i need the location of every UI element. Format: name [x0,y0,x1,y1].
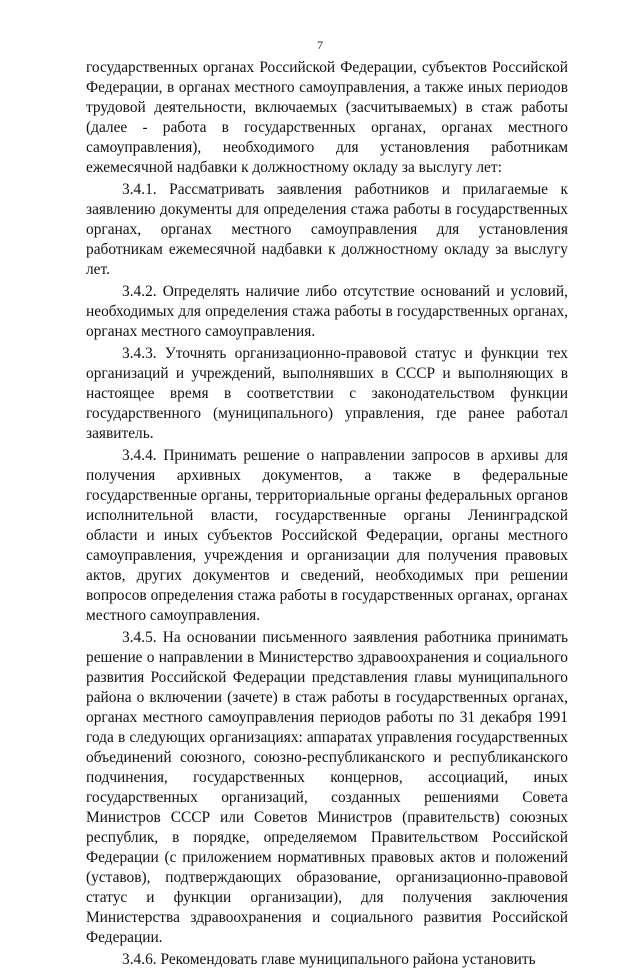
paragraph-3-4-4: 3.4.4. Принимать решение о направлении запросов в архивы для получения архивных документов, а также в федеральные государственные органы, территориальные органы федеральных органов исполнительной власти, государственные органы Ленинградской области и иных субъектов Российской Федерации, органы местного самоуправления, учреждения и организации для получения правовых актов, других документов и сведений, необходимых при решении вопросов определения стажа работы в государственных органах, органах местного самоуправления. [86,447,568,624]
paragraph-3-4-1: 3.4.1. Рассматривать заявления работников и прилагаемые к заявлению документы для определения стажа работы в государственных органах, органах местного самоуправления для установления работникам ежемесячной надбавки к должностному окладу за выслугу лет. [86,181,568,278]
paragraph-3-4-2: 3.4.2. Определять наличие либо отсутствие оснований и условий, необходимых для определения стажа работы в государственных органах, органах местного самоуправления. [86,283,568,340]
paragraph-3-4-5: 3.4.5. На основании письменного заявления работника принимать решение о направлении в Министерство здравоохранения и социального развития Российской Федерации представления главы муниципального района о включении (зачете) в стаж работы в государственных органах, органах местного самоуправления периодов работы по 31 декабря 1991 года в следующих организациях: аппаратах управления государственных объединений союзного, союзно-республиканского и республиканского подчинения, государственных концернов, ассоциаций, иных государственных организаций, созданных решениями Совета Министров СССР или Советов Министров (правительств) союзных республик, в порядке, определяемом Правительством Российской Федерации (с приложением нормативных правовых актов и положений (уставов), подтверждающих образование, организационно-правовой статус и функции организации), для получения заключения Министерства здравоохранения и социального развития Российской Федерации. [86,629,568,946]
page-number: 7 [317,38,323,52]
paragraph-3-4-3: 3.4.3. Уточнять организационно-правовой статус и функции тех организаций и учреждений, выполнявших в СССР и выполняющих в настоящее время в соответствии с законодательством функции государственного (муниципального) управления, где ранее работал заявитель. [86,345,568,442]
paragraph-intro-continuation: государственных органах Российской Федерации, субъектов Российской Федерации, в органах местного самоуправления, а также иных периодов трудовой деятельности, включаемых (засчитываемых) в стаж работы (далее - работа в государственных органах, органах местного самоуправления), необходимого для установления работникам ежемесячной надбавки к должностному окладу за выслугу лет: [86,59,568,176]
paragraph-3-4-6: 3.4.6. Рекомендовать главе муниципального района установить [122,951,536,968]
document-body [86,58,568,972]
